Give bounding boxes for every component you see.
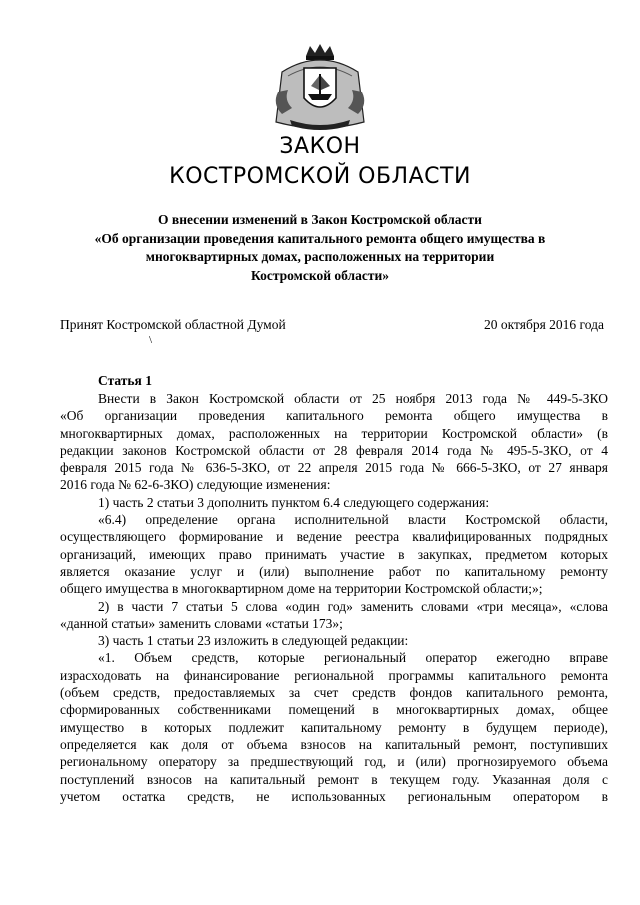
body-line: израсходовать на финансирование региональной программы капитального ремонта [60, 667, 608, 683]
body-line: «1. Объем средств, которые региональный оператор ежегодно вправе [98, 650, 608, 666]
body-line: «6.4) определение органа исполнительной власти Костромской области, [98, 512, 608, 528]
article-body [60, 390, 608, 805]
body-line: имущество в которых подлежит капитальному ремонту в будущем периоде), [60, 719, 608, 735]
body-line: 2016 года № 62-6-ЗКО) следующие изменения: [60, 477, 331, 493]
body-line: «Об организации проведения капитального ремонта общего имущества в [60, 408, 608, 424]
body-line: учетом остатка средств, не использованных региональным оператором в [60, 788, 608, 804]
body-line: является оказание услуг и (или) выполнение работ по капитальному ремонту [60, 563, 608, 579]
body-line: общего имущества в многоквартирном доме на территории Костромской области;»; [60, 581, 543, 597]
law-title: ЗАКОН [279, 134, 361, 159]
body-line: многоквартирных домах, расположенных на территории Костромской области» (в [60, 425, 608, 441]
adopted-by: Принят Костромской областной Думой [60, 317, 286, 332]
subtitle-line: Костромской области» [251, 267, 389, 283]
article-heading: Статья 1 [98, 373, 152, 388]
coat-of-arms-icon [268, 42, 372, 134]
body-line: (объем средств, предоставляемых за счет средств фондов капитального ремонта, [60, 685, 608, 701]
body-line: редакции законов Костромской области от 28 февраля 2014 года № 495-5-ЗКО, от 4 [60, 442, 608, 458]
subtitle-line: О внесении изменений в Закон Костромской области [158, 212, 482, 227]
body-line: сформированных собственниками помещений в многоквартирных домах, общее [60, 702, 608, 718]
subtitle-line: многоквартирных домах, расположенных на территории [145, 249, 495, 264]
law-region-title: КОСТРОМСКОЙ ОБЛАСТИ [169, 164, 471, 189]
body-line: 3) часть 1 статьи 23 изложить в следующей редакции: [98, 633, 409, 649]
law-subtitle [60, 211, 580, 285]
margin-mark: \ [149, 334, 153, 346]
subtitle-line: «Об организации проведения капитального ремонта общего имущества в [94, 230, 546, 246]
body-line: 1) часть 2 статьи 3 дополнить пунктом 6.4 следующего содержания: [98, 494, 490, 510]
body-line: февраля 2015 года № 636-5-ЗКО, от 22 апреля 2015 года № 666-5-ЗКО, от 27 января [60, 460, 608, 476]
body-line: региональному оператору за предшествующий год, и (или) прогнозируемого объема [60, 754, 608, 770]
adoption-date: 20 октября 2016 года [484, 317, 604, 332]
body-line: осуществляющего формирование и ведение реестра квалифицированных подрядных [60, 529, 608, 545]
body-line: поступлений взносов на капитальный ремонт в текущем году. Указанная доля с [60, 771, 608, 787]
body-line: организаций, имеющих право принимать участие в закупках, предметом которых [60, 546, 608, 562]
body-line: определяется как доля от объема взносов на капитальный ремонт, поступивших [60, 736, 608, 752]
body-line: «данной статьи» заменить словами «статьи 173»; [60, 615, 343, 631]
body-line: Внести в Закон Костромской области от 25 ноября 2013 года № 449-5-ЗКО [98, 391, 608, 406]
body-line: 2) в части 7 статьи 5 слова «один год» заменить словами «три месяца», «слова [98, 598, 608, 614]
